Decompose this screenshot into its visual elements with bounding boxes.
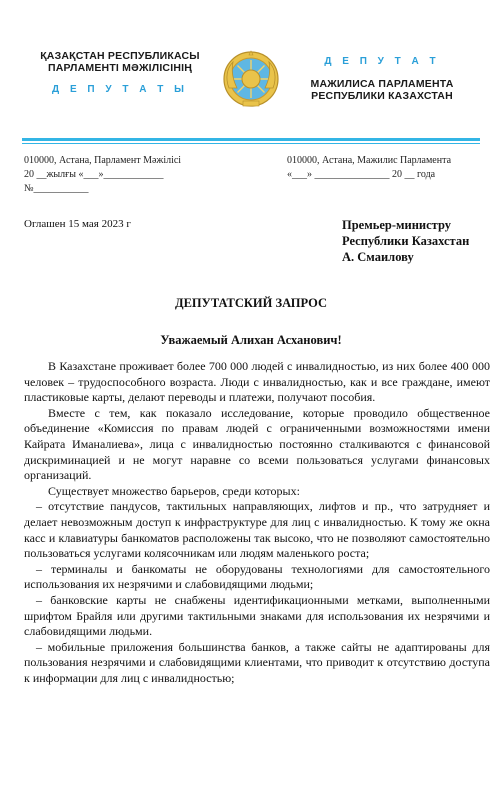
address-russian: [287, 154, 487, 182]
barrier-list-item: – отсутствие пандусов, тактильных направляющих, лифтов и пр., что затрудняет и делает невозможным доступ к инфраструктуре для лиц с инвалидностью. К тому же окна касс и клавиатуры банкоматов расположены так высоко, что не позволяют самостоятельно пользоваться услугами колясочникам или людям маленького роста;: [24, 499, 490, 561]
document-title: ДЕПУТАТСКИЙ ЗАПРОС: [175, 296, 327, 310]
address-kazakh-date: 20 __жылғы «___»____________: [24, 169, 164, 180]
address-kazakh: [24, 154, 224, 196]
address-kazakh-number: №___________: [24, 183, 89, 194]
addressee-block: [342, 217, 469, 265]
letterhead: [0, 0, 502, 150]
salutation: Уважаемый Алихан Асханович!: [160, 333, 342, 347]
letterhead-right-subtitle: Д Е П У Т А Т: [324, 56, 440, 67]
header-rule-thin: [22, 143, 480, 144]
address-russian-date: «___» _______________ 20 __ года: [287, 169, 436, 180]
letterhead-right: [292, 56, 472, 102]
barrier-list-item: – банковские карты не снабжены идентификационными метками, выполненными шрифтом Брайля или другими тактильными знаками для использования их незрячими и слабовидящими людьми.: [24, 592, 490, 639]
announced-date: Оглашен 15 мая 2023 г: [24, 218, 131, 230]
letterhead-left: [30, 50, 210, 96]
body-paragraph: Существует множество барьеров, среди которых:: [48, 483, 300, 498]
body-paragraph: В Казахстане проживает более 700 000 людей с инвалидностью, из них более 400 000 человек – трудоспособного возраста. Люди с инвалидностью, как и все граждане, имеют пластиковые карты, делают переводы и платежи, получают пособия.: [24, 359, 490, 405]
barrier-list-item: – терминалы и банкоматы не оборудованы технологиями для самостоятельного использования их незрячими и слабовидящими людьми;: [24, 561, 490, 592]
address-russian-line1: 010000, Астана, Мажилис Парламента: [287, 155, 452, 166]
addressee-line3: А. Смаилову: [342, 250, 414, 264]
letterhead-right-title: МАЖИЛИСА ПАРЛАМЕНТА РЕСПУБЛИКИ КАЗАХСТАН: [310, 78, 454, 102]
letterhead-left-title: ҚАЗАҚСТАН РЕСПУБЛИКАСЫ ПАРЛАМЕНТІ МӘЖІЛІСІНІҢ: [40, 50, 200, 74]
barrier-list-item: – мобильные приложения большинства банков, а также сайты не адаптированы для пользования незрячими и слабовидящими клиентами, что приводит к отсутствию доступа к информации для лиц с инвалидностью;: [24, 639, 490, 685]
document-body: [24, 359, 490, 686]
letterhead-left-subtitle: Д Е П У Т А Т Ы: [52, 84, 188, 95]
address-kazakh-line1: 010000, Астана, Парламент Мәжілісі: [24, 155, 182, 166]
addressee-line1: Премьер-министру: [342, 218, 452, 232]
body-paragraph: Вместе с тем, как показало исследование, которые проводило общественное объединение «Комиссия по правам людей с ограниченными возможностями имени Кайрата Иманалиева», лица с инвалидностью постоянно сталкиваются с финансовой дискриминацией и не могут наравне со всеми пользоваться услугами финансовых организаций.: [24, 405, 490, 483]
kazakhstan-emblem-icon: [221, 48, 281, 108]
header-rule-thick: [22, 138, 480, 141]
addressee-line2: Республики Казахстан: [342, 234, 470, 248]
